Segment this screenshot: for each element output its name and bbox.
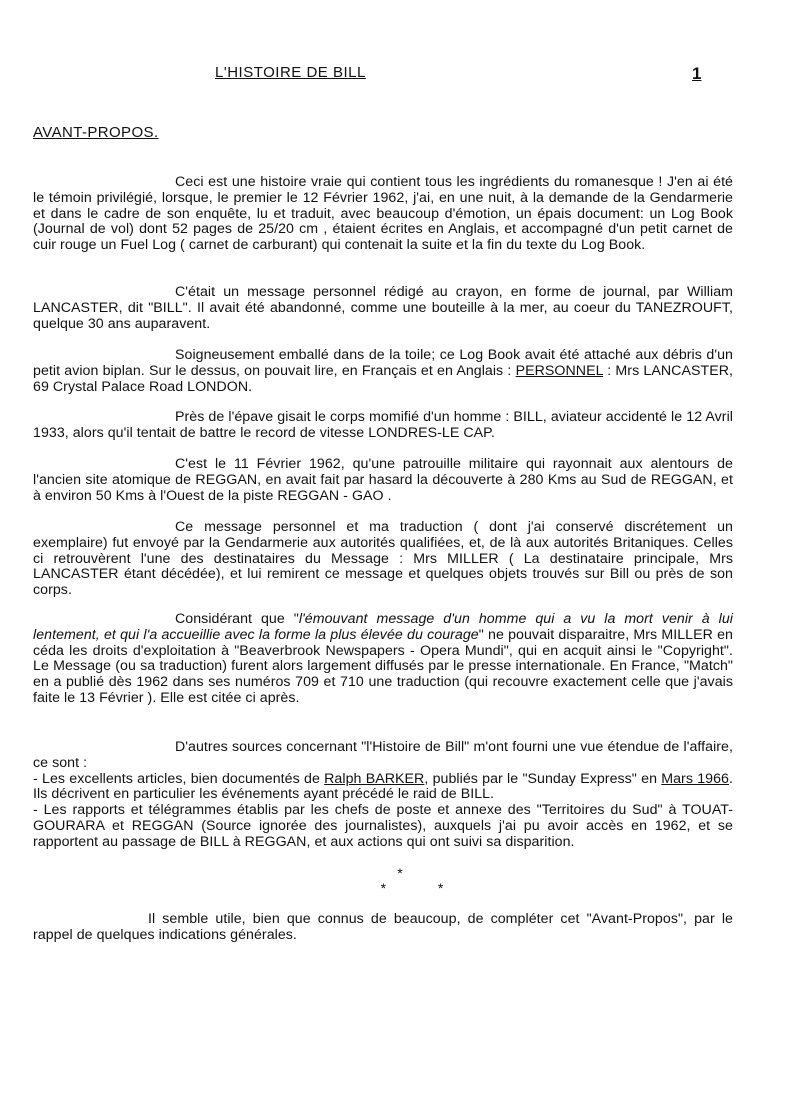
paragraph-sources	[33, 740, 733, 851]
personnel-label: PERSONNEL	[515, 362, 604, 379]
article-date: Mars 1966	[661, 770, 729, 787]
author-name: Ralph BARKER	[324, 770, 425, 787]
paragraph-intro: Ceci est une histoire vraie qui contient tous les ingrédients du romanesque ! J'en ai été le témoin privilégié, lorsque, le premier le 12 Février 1962, j'ai, en une nuit, à la demande de la Gendarmerie et dans le cadre de son enquête, lu et traduit, avec beaucoup d'émotion, un épais document: un Log Book (Journal de vol) dont 52 pages de 25/20 cm , étaient écrites en Anglais, et accompagné d'un petit carnet de cuir rouge un Fuel Log ( carnet de carburant) qui contenait la suite et la fin du texte du Log Book.	[33, 174, 733, 254]
paragraph-discovery: C'est le 11 Février 1962, qu'une patrouille militaire qui rayonnait aux alentours de l'ancien site atomique de REGGAN, en avait fait par hasard la découverte à 280 Kms au Sud de REGGAN, et à environ 50 Kms à l'Ouest de la piste REGGAN - GAO .	[33, 456, 733, 504]
page-number: 1	[692, 64, 702, 83]
separator-stars-bottom: * *	[380, 880, 468, 896]
paragraph-message: C'était un message personnel rédigé au crayon, en forme de journal, par William LANCASTER, dit "BILL". Il avait été abandonné, comme une bouteille à la mer, au coeur du TANEZROUFT, quelque 30 ans auparavent.	[33, 284, 733, 332]
quoted-message: l'émouvant message d'un homme qui a vu la mort venir à lui lentement, et qui l'a accueillie avec la forme la plus élevée du courage	[33, 611, 733, 643]
document-title: L'HISTOIRE DE BILL	[215, 64, 366, 81]
separator-star-top: *	[397, 865, 403, 881]
section-title: AVANT-PROPOS.	[33, 124, 159, 141]
paragraph-translation: Ce message personnel et ma traduction ( dont j'ai conservé discrétement un exemplaire) fut envoyé par la Gendarmerie aux autorités qualifiées, et, de là aux autorités Britaniques. Celles ci retrouvèrent l'une des destinataires du Message : Mrs MILLER ( La destinataire principale, Mrs LANCASTER étant décédée), et lui remirent ce message et quelques objets trouvés sur Bill ou près de son corps.	[33, 519, 733, 599]
source-item-reports: - Les rapports et télégrammes établis par les chefs de poste et annexe des "Territoires du Sud" à TOUAT-GOURARA et REGGAN (Source ignorée des journalistes), auxquels j'ai pu avoir accès en 1962, et se rapportent au passage de BILL à REGGAN, et aux actions qui ont suivi sa disparition.	[33, 802, 733, 850]
paragraph-closing: Il semble utile, bien que connus de beaucoup, de compléter cet "Avant-Propos", par le rappel de quelques indications générales.	[33, 911, 733, 943]
sources-intro: D'autres sources concernant "l'Histoire de Bill" m'ont fourni une vue étendue de l'affaire, ce sont :	[33, 739, 733, 771]
paragraph-crash: Près de l'épave gisait le corps momifié d'un homme : BILL, aviateur accidenté le 12 Avril 1933, alors qu'il tentait de battre le record de vitesse LONDRES-LE CAP.	[33, 409, 733, 441]
paragraph-logbook: Soigneusement emballé dans de la toile; ce Log Book avait été attaché aux débris d'un petit avion biplan. Sur le dessus, on pouvait lire, en Français et en Anglais : PERSONNEL : Mrs LANCASTER, 69 Crystal Palace Road LONDON.	[33, 347, 733, 395]
paragraph-copyright: Considérant que "l'émouvant message d'un homme qui a vu la mort venir à lui lentement, et qui l'a accueillie avec la forme la plus élevée du courage" ne pouvait disparaitre, Mrs MILLER en céda les droits d'exploitation à "Beaverbrook Newspapers - Opera Mundi", qui en acquit ainsi le "Copyright". Le Message (ou sa traduction) furent alors largement diffusés par le presse internationale. En France, "Match" en a publié dès 1962 dans ses numéros 709 et 710 une traduction (qui recouvre exactement celle que j'avais faite le 13 Février ). Elle est citée ci après.	[33, 611, 734, 706]
source-item-barker: - Les excellents articles, bien documentés de Ralph BARKER, publiés par le "Sunday Express" en Mars 1966. Ils décrivent en particulier les événements ayant précédé le raid de BILL.	[33, 770, 733, 803]
